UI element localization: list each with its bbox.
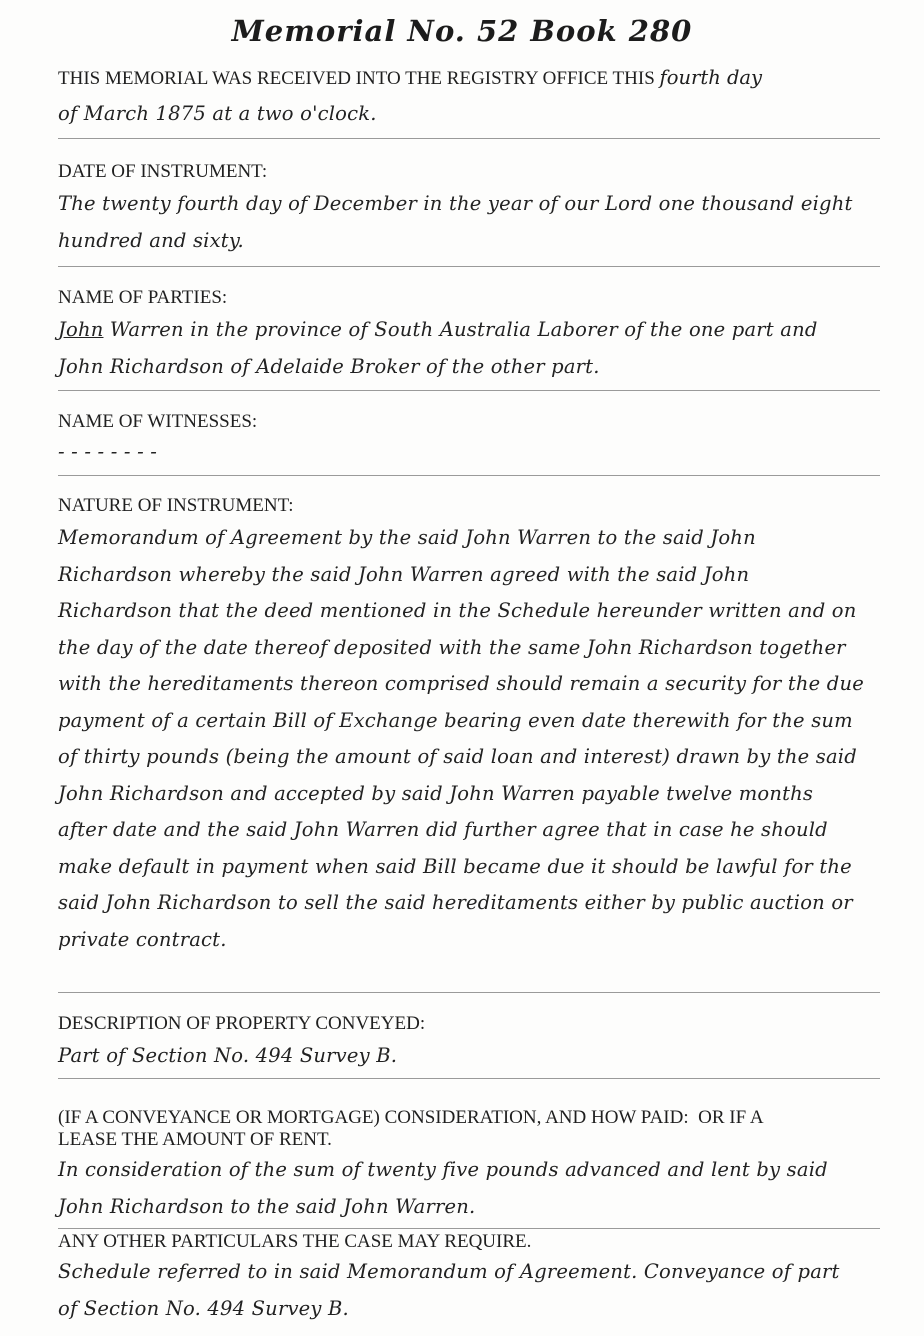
date-of-instrument-label: DATE OF INSTRUMENT: <box>58 161 268 182</box>
receipt-section <box>58 66 888 133</box>
parties-label: NAME OF PARTIES: <box>58 287 228 308</box>
parties-line-1 <box>58 312 888 349</box>
divider <box>58 266 880 267</box>
divider <box>58 475 880 476</box>
divider <box>58 1228 880 1229</box>
property-value: Part of Section No. 494 Survey B. <box>58 1044 398 1067</box>
nature-line: after date and the said John Warren did further agree that in case he should <box>58 818 828 841</box>
nature-line: Memorandum of Agreement by the said John Warren to the said John <box>58 526 756 549</box>
property-section <box>58 1012 888 1075</box>
witnesses-label: NAME OF WITNESSES: <box>58 411 258 432</box>
nature-line: payment of a certain Bill of Exchange bearing even date therewith for the sum <box>58 708 853 732</box>
other-particulars-label: ANY OTHER PARTICULARS THE CASE MAY REQUIRE. <box>58 1231 532 1252</box>
other-particulars-line: Schedule referred to in said Memorandum of Agreement. Conveyance of part <box>58 1260 840 1283</box>
other-particulars-line: of Section No. 494 Survey B. <box>58 1296 349 1320</box>
nature-line: with the hereditaments thereon comprised should remain a security for the due <box>58 672 864 695</box>
consideration-label-line-2: LEASE THE AMOUNT OF RENT. <box>58 1129 332 1150</box>
parties-line-1-rest: Warren in the province of South Australia Laborer of the one part and <box>103 318 818 341</box>
consideration-line: John Richardson to the said John Warren. <box>58 1194 476 1218</box>
receipt-line-1 <box>58 66 888 90</box>
receipt-handwritten-time: of March 1875 at a two o'clock. <box>58 102 377 125</box>
date-of-instrument-section <box>58 160 888 259</box>
date-of-instrument-line: The twenty fourth day of December in the year of our Lord one thousand eight <box>58 192 853 215</box>
receipt-handwritten-date: fourth day <box>659 66 763 89</box>
nature-line: Richardson whereby the said John Warren agreed with the said John <box>58 562 750 586</box>
divider <box>58 390 880 391</box>
nature-line: said John Richardson to sell the said hereditaments either by public auction or <box>58 891 853 914</box>
receipt-printed-text: THIS MEMORIAL WAS RECEIVED INTO THE REGISTRY OFFICE THIS <box>58 68 660 89</box>
consideration-section <box>58 1106 888 1225</box>
parties-line-2: John Richardson of Adelaide Broker of the other part. <box>58 354 600 378</box>
parties-section <box>58 286 888 385</box>
nature-line: Richardson that the deed mentioned in the Schedule hereunder written and on <box>58 599 857 622</box>
nature-line: the day of the date thereof deposited with the same John Richardson together <box>58 635 846 659</box>
consideration-label-line-1: (IF A CONVEYANCE OR MORTGAGE) CONSIDERATION, AND HOW PAID: OR IF A <box>58 1107 764 1128</box>
divider <box>58 992 880 993</box>
date-of-instrument-line: hundred and sixty. <box>58 228 244 252</box>
consideration-line: In consideration of the sum of twenty five pounds advanced and lent by said <box>58 1158 828 1181</box>
nature-line: John Richardson and accepted by said John Warren payable twelve months <box>58 781 814 805</box>
divider <box>58 1078 880 1079</box>
witnesses-value: - - - - - - - - <box>58 440 158 463</box>
other-particulars-section <box>58 1230 888 1327</box>
witnesses-section <box>58 410 888 471</box>
nature-label: NATURE OF INSTRUMENT: <box>58 495 294 516</box>
nature-section <box>58 494 888 958</box>
divider <box>58 138 880 139</box>
nature-line: of thirty pounds (being the amount of said loan and interest) drawn by the said <box>58 745 857 768</box>
memorial-title: Memorial No. 52 Book 280 <box>231 14 693 48</box>
party-name-underlined: John <box>58 318 104 341</box>
nature-line: make default in payment when said Bill became due it should be lawful for the <box>58 854 852 878</box>
nature-line: private contract. <box>58 927 227 951</box>
property-label: DESCRIPTION OF PROPERTY CONVEYED: <box>58 1013 426 1034</box>
